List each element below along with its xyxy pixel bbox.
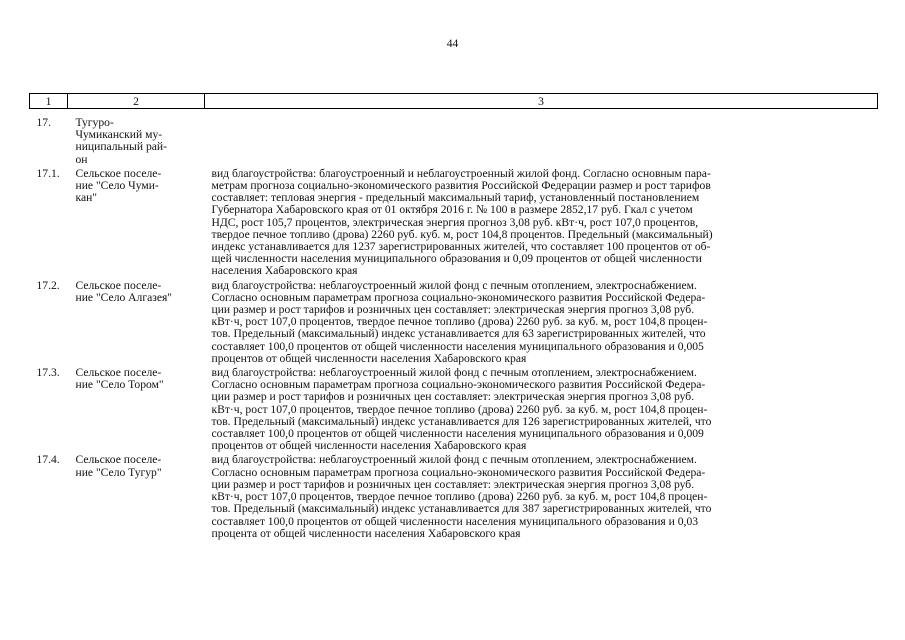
description-line: составляет: тепловая энергия - предельный максимальный тариф, установленный постановлением <box>211 191 700 205</box>
description-line: Согласно основным параметрам прогноза социально-экономического развития Российской Федера- <box>211 378 706 392</box>
description-line: кВт·ч, рост 107,0 процентов, твердое печное топливо (дрова) 2260 руб. за куб. м, рост 104,8 процен- <box>211 490 708 504</box>
settlement-description <box>205 166 878 278</box>
column-header-2: 2 <box>68 94 205 109</box>
settlement-name-line: Сельское поселе- <box>75 366 162 380</box>
district-name-line: он <box>75 152 88 166</box>
description-line: вид благоустройства: благоустроенный и неблагоустроенный жилой фонд. Согласно основным пара- <box>211 166 711 180</box>
description-line: кВт·ч, рост 107,0 процентов, твердое печное топливо (дрова) 2260 руб. за куб. м, рост 104,8 процен- <box>211 402 708 416</box>
settlement-name-line: кан" <box>75 191 98 205</box>
table-row <box>30 278 878 365</box>
table-row <box>30 452 878 539</box>
settlement-description <box>205 365 878 452</box>
description-line: кВт·ч, рост 107,0 процентов, твердое печное топливо (дрова) 2260 руб. за куб. м, рост 104,8 процен- <box>211 315 708 329</box>
description-line: составляет 100,0 процентов от общей численности населения муниципального образования и 0,03 <box>211 514 699 528</box>
description-line: щей численности населения муниципального образования и 0,09 процентов от общей численности <box>211 252 702 266</box>
settlement-name <box>68 166 205 278</box>
row-number: 17.1. <box>36 166 60 180</box>
description-line: ции размер и рост тарифов и розничных цен составляет: электрическая энергия прогноз 3,08 руб. <box>211 390 695 404</box>
description-line: индекс устанавливается для 1237 зарегистрированных жителей, что составляет 100 процентов от об- <box>211 240 711 254</box>
description-line: Губернатора Хабаровского края от 01 октября 2016 г. № 100 в размере 2852,17 руб. Гкал с учетом <box>211 203 693 217</box>
table-row <box>30 365 878 452</box>
district-name-line: Чумиканский му- <box>75 128 163 142</box>
description-line: Согласно основным параметрам прогноза социально-экономического развития Российской Федера- <box>211 465 706 479</box>
settlement-name-line: Сельское поселе- <box>75 166 162 180</box>
row-number: 17.2. <box>36 278 60 292</box>
description-line: тов. Предельный (максимальный) индекс устанавливается для 63 зарегистрированных жителей, что <box>211 327 706 341</box>
description-line: составляет 100,0 процентов от общей численности населения муниципального образования и 0,005 <box>211 339 704 353</box>
district-number: 17. <box>36 116 51 129</box>
column-header-1: 1 <box>30 94 68 109</box>
settlement-description <box>205 452 878 539</box>
description-line: вид благоустройства: неблагоустроенный жилой фонд с печным отоплением, электроснабжением. <box>211 366 697 380</box>
settlement-name-line: Сельское поселе- <box>75 278 162 292</box>
settlement-name <box>68 452 205 539</box>
description-line: процентов от общей численности населения Хабаровского края <box>211 439 527 453</box>
description-line: НДС, рост 105,7 процентов, электрическая энергия прогноз 3,08 руб. кВт·ч, рост 107,0 процентов, <box>211 215 699 229</box>
settlement-name-line: ние "Село Алгазея" <box>75 290 173 304</box>
settlement-name-line: ние "Село Чуми- <box>75 179 159 193</box>
description-line: процента от общей численности населения Хабаровского края <box>211 526 521 540</box>
row-number: 17.3. <box>36 366 60 380</box>
settlement-name <box>68 278 205 365</box>
description-line: Согласно основным параметрам прогноза социально-экономического развития Российской Федера- <box>211 290 706 304</box>
description-line: вид благоустройства: неблагоустроенный жилой фонд с печным отоплением, электроснабжением. <box>211 453 697 467</box>
description-line: твердое печное топливо (дрова) 2260 руб. куб. м, рост 104,8 процентов. Предельный (максимальный) <box>211 227 713 241</box>
district-name-line: Тугуро- <box>75 116 114 129</box>
description-line: вид благоустройства: неблагоустроенный жилой фонд с печным отоплением, электроснабжением. <box>211 278 697 292</box>
district-name <box>68 109 205 166</box>
district-row <box>30 109 878 166</box>
description-line: тов. Предельный (максимальный) индекс устанавливается для 387 зарегистрированных жителей, что <box>211 502 712 516</box>
table-header-row <box>30 94 878 109</box>
settlement-name <box>68 365 205 452</box>
description-line: метрам прогноза социально-экономического развития Российской Федерации размер и рост тарифов <box>211 179 711 193</box>
description-line: ции размер и рост тарифов и розничных цен составляет: электрическая энергия прогноз 3,08 руб. <box>211 303 695 317</box>
page-number: 44 <box>446 38 459 50</box>
settlement-description <box>205 278 878 365</box>
row-number: 17.4. <box>36 453 60 467</box>
description-line: тов. Предельный (максимальный) индекс устанавливается для 126 зарегистрированных жителей, что <box>211 414 712 428</box>
description-line: процентов от общей численности населения Хабаровского края <box>211 351 527 365</box>
description-line: населения Хабаровского края <box>211 264 358 278</box>
tariff-table <box>29 93 878 540</box>
settlement-name-line: ние "Село Тугур" <box>75 465 162 479</box>
settlement-name-line: Сельское поселе- <box>75 453 162 467</box>
district-description <box>205 109 878 166</box>
district-name-line: ниципальный рай- <box>75 140 167 154</box>
column-header-3: 3 <box>205 94 878 109</box>
description-line: ции размер и рост тарифов и розничных цен составляет: электрическая энергия прогноз 3,08 руб. <box>211 477 695 491</box>
table-row <box>30 166 878 278</box>
settlement-name-line: ние "Село Тором" <box>75 378 164 392</box>
description-line: составляет 100,0 процентов от общей численности населения муниципального образования и 0,009 <box>211 427 704 441</box>
